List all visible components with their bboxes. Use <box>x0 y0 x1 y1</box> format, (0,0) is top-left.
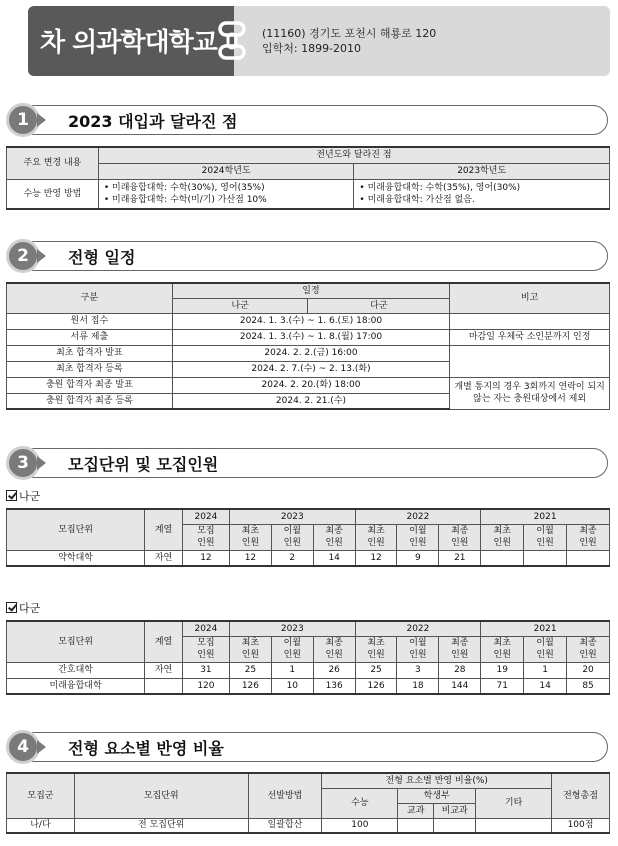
col-carry <box>271 636 313 662</box>
label-line: 최초 <box>367 638 385 648</box>
subject-cell <box>398 818 434 833</box>
da-quota-table <box>6 620 610 695</box>
label-line: 인원 <box>451 538 469 548</box>
label-line: 인원 <box>536 650 554 660</box>
value-cell: 120 <box>182 678 229 694</box>
arrow-icon <box>37 113 46 127</box>
label-line: 최초 <box>493 526 511 536</box>
schedule-note <box>450 313 610 329</box>
label-line: 인원 <box>367 650 385 660</box>
value-cell: 2 <box>271 550 313 566</box>
label-line: 이월 <box>536 526 554 536</box>
value-cell: 1 <box>271 662 313 678</box>
checkbox-checked-icon <box>6 490 17 501</box>
unit-cell: 전 모집단위 <box>74 818 248 833</box>
label-line: 인원 <box>409 650 427 660</box>
table-row <box>7 550 610 566</box>
value-cell: 14 <box>313 550 355 566</box>
col-compare: 전년도와 달라진 점 <box>98 147 609 163</box>
col-final <box>313 636 355 662</box>
col-initial <box>229 636 271 662</box>
col-ratio: 전형 요소별 반영 비율(%) <box>322 773 552 788</box>
col-carry <box>397 524 439 550</box>
section-header-1 <box>6 102 610 138</box>
arrow-icon <box>37 249 46 263</box>
schedule-label: 원서 접수 <box>7 313 173 329</box>
label-line: 모집 <box>197 526 215 536</box>
unit-cell: 간호대학 <box>7 662 145 678</box>
arrow-icon <box>37 456 46 470</box>
col-da-group: 다군 <box>308 298 450 313</box>
value-cell <box>524 550 567 566</box>
col-final <box>439 636 481 662</box>
col-2021: 2021 <box>481 509 610 524</box>
col-main-change: 주요 변경 내용 <box>7 147 99 179</box>
label-line: 이월 <box>409 638 427 648</box>
label-line: 인원 <box>325 538 343 548</box>
col-prev-year: 2024학년도 <box>98 163 354 179</box>
value-cell: 9 <box>397 550 439 566</box>
na-quota-table <box>6 508 610 567</box>
col-2021: 2021 <box>481 621 610 636</box>
schedule-date: 2024. 1. 3.(수) ~ 1. 6.(토) 18:00 <box>172 313 450 329</box>
col-2023: 2023 <box>229 621 355 636</box>
value-cell: 1 <box>524 662 567 678</box>
label-line: 인원 <box>579 538 597 548</box>
col-nonsubject: 비교과 <box>434 803 476 818</box>
schedule-table <box>6 282 610 410</box>
label-line: 최종 <box>579 638 597 648</box>
label-line: 인원 <box>409 538 427 548</box>
schedule-note <box>450 377 610 409</box>
section-title: 전형 일정 <box>68 248 136 267</box>
section-header-4 <box>6 729 610 765</box>
section-title: 전형 요소별 반영 비율 <box>68 739 224 758</box>
col-carry <box>524 524 567 550</box>
value-cell: 28 <box>439 662 481 678</box>
value-cell: 126 <box>355 678 397 694</box>
schedule-label: 최초 합격자 등록 <box>7 361 173 377</box>
label-line: 최종 <box>325 638 343 648</box>
label-line: 인원 <box>241 650 260 660</box>
col-unit: 모집단위 <box>7 621 145 662</box>
label-line: 최초 <box>241 638 260 648</box>
value-cell: 14 <box>524 678 567 694</box>
col-etc: 기타 <box>476 788 552 818</box>
na-group-text: 나군 <box>19 490 41 503</box>
value-cell: 18 <box>397 678 439 694</box>
label-line: 최초 <box>493 638 511 648</box>
value-cell: 3 <box>397 662 439 678</box>
label-line: 모집 <box>197 638 215 648</box>
value-cell: 71 <box>481 678 524 694</box>
label-line: 인원 <box>197 650 215 660</box>
label-line: 최초 <box>241 526 260 536</box>
col-carry <box>397 636 439 662</box>
section-number: 2 <box>6 239 40 273</box>
col-2022: 2022 <box>355 621 481 636</box>
value-cell: 31 <box>182 662 229 678</box>
group-cell: 나/다 <box>7 818 75 833</box>
label-line: 최종 <box>579 526 597 536</box>
col-unit: 모집단위 <box>7 509 145 550</box>
prev-line: • 미래융합대학: 수학(30%), 영어(35%) <box>103 182 265 193</box>
section-number: 4 <box>6 730 40 764</box>
col-2023: 2023 <box>229 509 355 524</box>
col-recruit <box>182 636 229 662</box>
method-cell: 일괄합산 <box>248 818 322 833</box>
schedule-label: 서류 제출 <box>7 329 173 345</box>
track-cell: 자연 <box>145 662 183 678</box>
table-row <box>7 818 610 833</box>
label-line: 인원 <box>283 538 301 548</box>
col-category: 구분 <box>7 283 173 313</box>
table-row <box>7 662 610 678</box>
value-cell: 26 <box>313 662 355 678</box>
schedule-date: 2024. 2. 20.(화) 18:00 <box>172 377 450 393</box>
schedule-date: 2024. 2. 2.(금) 16:00 <box>172 345 450 361</box>
col-final <box>567 524 610 550</box>
unit-cell: 미래융합대학 <box>7 678 145 694</box>
col-group: 모집군 <box>7 773 75 818</box>
col-initial <box>355 524 397 550</box>
value-cell: 126 <box>229 678 271 694</box>
col-na-group: 나군 <box>172 298 308 313</box>
col-school-record: 학생부 <box>398 788 476 803</box>
ratio-table <box>6 772 610 834</box>
checkbox-checked-icon <box>6 602 17 613</box>
chain-link-icon <box>214 18 254 64</box>
label-line: 최종 <box>325 526 343 536</box>
schedule-label: 충원 합격자 최종 발표 <box>7 377 173 393</box>
section-title: 모집단위 및 모집인원 <box>68 455 219 474</box>
col-initial <box>355 636 397 662</box>
value-cell: 12 <box>182 550 229 566</box>
label-line: 이월 <box>536 638 554 648</box>
col-initial <box>481 636 524 662</box>
col-track: 계열 <box>145 621 183 662</box>
section-number: 3 <box>6 446 40 480</box>
label-line: 인원 <box>493 538 511 548</box>
value-cell: 20 <box>567 662 610 678</box>
col-note: 비고 <box>450 283 610 313</box>
school-name: 차 의과학대학교 <box>40 28 217 58</box>
col-2024: 2024 <box>182 621 229 636</box>
col-track: 계열 <box>145 509 183 550</box>
value-cell <box>481 550 524 566</box>
schedule-date: 2024. 1. 3.(수) ~ 1. 8.(월) 17:00 <box>172 329 450 345</box>
col-schedule: 일정 <box>172 283 450 298</box>
label-line: 이월 <box>283 526 301 536</box>
suneung-cell: 100 <box>322 818 398 833</box>
schedule-date: 2024. 2. 21.(수) <box>172 393 450 409</box>
col-carry <box>271 524 313 550</box>
label-line: 인원 <box>493 650 511 660</box>
schedule-label: 충원 합격자 최종 등록 <box>7 393 173 409</box>
col-suneung: 수능 <box>322 788 398 818</box>
curr-line: • 미래융합대학: 가산점 없음. <box>359 194 475 205</box>
nonsubject-cell <box>434 818 476 833</box>
schedule-note: 마감일 우체국 소인분까지 인정 <box>450 329 610 345</box>
col-final <box>439 524 481 550</box>
section-header-2 <box>6 238 610 274</box>
page-header <box>28 6 610 76</box>
value-cell: 25 <box>229 662 271 678</box>
schedule-date: 2024. 2. 7.(수) ~ 2. 13.(화) <box>172 361 450 377</box>
track-cell: 자연 <box>145 550 183 566</box>
value-cell: 12 <box>355 550 397 566</box>
row-label: 수능 반영 방법 <box>7 179 99 209</box>
contact-info <box>262 26 436 56</box>
col-2022: 2022 <box>355 509 481 524</box>
address: (11160) 경기도 포천시 해룡로 120 <box>262 27 437 40</box>
value-cell: 10 <box>271 678 313 694</box>
label-line: 이월 <box>283 638 301 648</box>
unit-cell: 약학대학 <box>7 550 145 566</box>
section-number: 1 <box>6 103 40 137</box>
col-final <box>313 524 355 550</box>
phone: 입학처: 1899-2010 <box>262 42 362 55</box>
value-cell: 85 <box>567 678 610 694</box>
da-group-label <box>6 600 40 616</box>
na-group-label <box>6 488 40 504</box>
header-title-block <box>28 6 234 76</box>
changes-table <box>6 146 610 210</box>
schedule-note <box>450 345 610 377</box>
label-line: 인원 <box>451 650 469 660</box>
label-line: 인원 <box>579 650 597 660</box>
schedule-label: 최초 합격자 발표 <box>7 345 173 361</box>
label-line: 인원 <box>367 538 385 548</box>
label-line: 최초 <box>367 526 385 536</box>
curr-content <box>354 179 610 209</box>
value-cell: 12 <box>229 550 271 566</box>
col-2024: 2024 <box>182 509 229 524</box>
value-cell: 144 <box>439 678 481 694</box>
label-line: 이월 <box>409 526 427 536</box>
label-line: 최종 <box>451 638 469 648</box>
col-unit: 모집단위 <box>74 773 248 818</box>
col-initial <box>229 524 271 550</box>
label-line: 인원 <box>283 650 301 660</box>
da-group-text: 다군 <box>19 602 41 615</box>
value-cell: 19 <box>481 662 524 678</box>
col-final <box>567 636 610 662</box>
track-cell <box>145 678 183 694</box>
curr-line: • 미래융합대학: 수학(35%), 영어(30%) <box>359 182 521 193</box>
value-cell: 136 <box>313 678 355 694</box>
arrow-icon <box>37 740 46 754</box>
label-line: 최종 <box>451 526 469 536</box>
note-line: 개별 통지의 경우 3회까지 연락이 되지 <box>454 382 605 392</box>
table-row <box>7 678 610 694</box>
label-line: 인원 <box>241 538 260 548</box>
note-line: 않는 자는 충원대상에서 제외 <box>473 394 587 404</box>
value-cell: 25 <box>355 662 397 678</box>
value-cell: 21 <box>439 550 481 566</box>
label-line: 인원 <box>197 538 215 548</box>
value-cell <box>567 550 610 566</box>
section-title: 2023 대입과 달라진 점 <box>68 112 238 131</box>
col-subject: 교과 <box>398 803 434 818</box>
col-total: 전형총점 <box>552 773 610 818</box>
total-cell: 100점 <box>552 818 610 833</box>
label-line: 인원 <box>536 538 554 548</box>
col-curr-year: 2023학년도 <box>354 163 610 179</box>
col-method: 선발방법 <box>248 773 322 818</box>
section-header-3 <box>6 445 610 481</box>
col-recruit <box>182 524 229 550</box>
prev-content <box>98 179 354 209</box>
col-carry <box>524 636 567 662</box>
prev-line: • 미래융합대학: 수학(미/기) 가산점 10% <box>103 194 267 205</box>
label-line: 인원 <box>325 650 343 660</box>
etc-cell <box>476 818 552 833</box>
col-initial <box>481 524 524 550</box>
